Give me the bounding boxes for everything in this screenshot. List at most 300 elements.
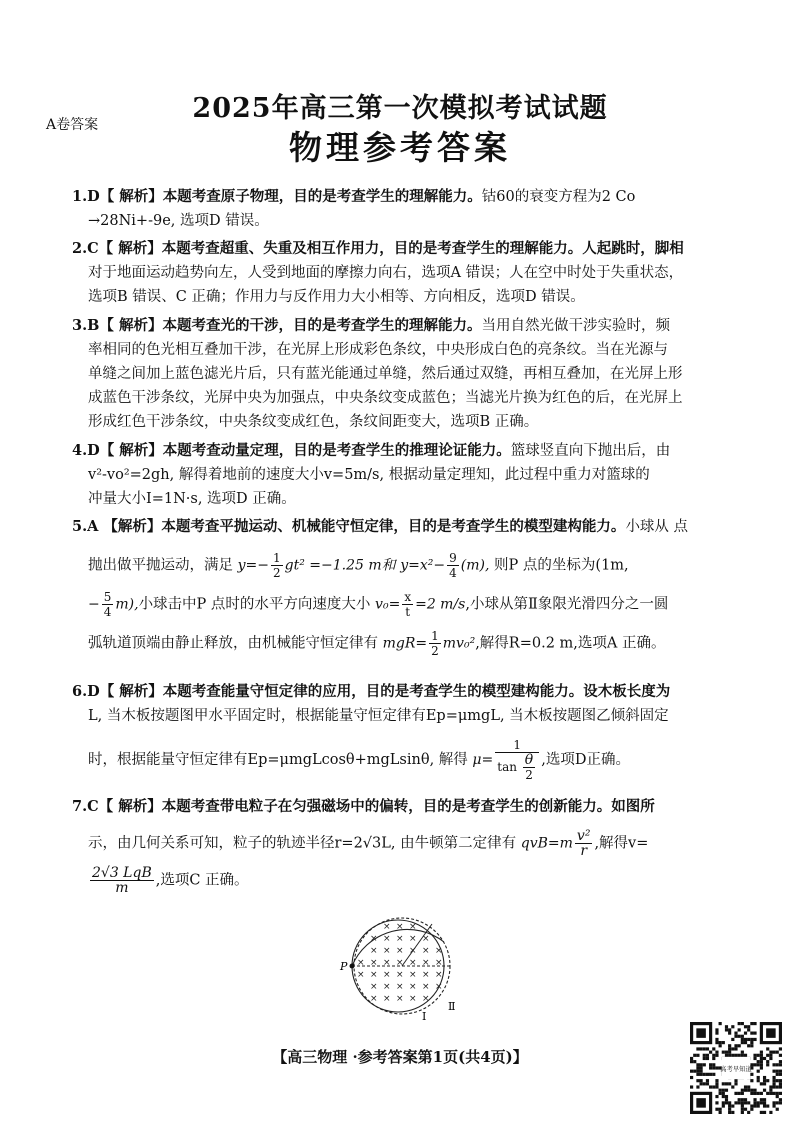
qr-module [757, 1054, 760, 1057]
field-mark: × [370, 970, 378, 980]
answer-4-line3: 冲量大小I=1N·s, 选项D 正确。 [88, 491, 296, 507]
qr-module [728, 1028, 731, 1031]
qr-module [712, 1057, 715, 1060]
qr-module [760, 1101, 763, 1104]
qr-module [741, 1098, 744, 1101]
fraction: $\frac{1}{2}$ [431, 629, 439, 658]
qr-module [744, 1025, 747, 1028]
field-mark: × [422, 946, 430, 956]
qr-module [757, 1104, 760, 1107]
qr-module [700, 1079, 703, 1082]
qr-module [747, 1111, 750, 1114]
qr-module [700, 1047, 703, 1050]
fraction: $\frac{\text{2√3 LqB}}{m}$ [92, 865, 152, 896]
qr-module [757, 1076, 760, 1079]
answer-6-line3: 时，根据能量守恒定律有Ep=μmgLcosθ+mgLsinθ, 解得 μ= 1 tan $\frac{\theta}{2}$ ,选项D正确。 [88, 738, 630, 782]
fraction: 1 tan $\frac{\theta}{2}$ [495, 738, 539, 782]
region-2-label: Ⅱ [448, 1000, 456, 1013]
qr-module [747, 1028, 750, 1031]
qr-module [776, 1085, 779, 1088]
qr-module [731, 1104, 734, 1107]
qr-module [763, 1098, 766, 1101]
qr-module [750, 1044, 753, 1047]
qr-module [719, 1022, 722, 1025]
page-subtitle: 物理参考答案 [289, 128, 511, 167]
qr-module [741, 1038, 744, 1041]
qr-module [734, 1035, 737, 1038]
qr-module [779, 1098, 782, 1101]
qr-module [763, 1076, 766, 1079]
qr-module [700, 1082, 703, 1085]
qr-module [696, 1079, 699, 1082]
qr-module [772, 1104, 775, 1107]
qr-module [779, 1060, 782, 1063]
field-mark: × [370, 982, 378, 992]
qr-module [712, 1054, 715, 1057]
qr-module [741, 1041, 744, 1044]
qr-module [725, 1054, 728, 1057]
qr-module [744, 1108, 747, 1111]
field-mark: × [409, 934, 417, 944]
qr-module [741, 1054, 744, 1057]
qr-module [750, 1038, 753, 1041]
qr-module [757, 1101, 760, 1104]
field-mark: × [383, 958, 391, 968]
qr-module [712, 1047, 715, 1050]
qr-module [769, 1054, 772, 1057]
qr-module [700, 1063, 703, 1066]
qr-module [741, 1092, 744, 1095]
qr-module [693, 1054, 696, 1057]
qr-module [728, 1044, 731, 1047]
qr-module [731, 1047, 734, 1050]
field-mark: × [422, 970, 430, 980]
qr-module [738, 1044, 741, 1047]
qr-module [738, 1054, 741, 1057]
qr-module [776, 1063, 779, 1066]
qr-module [779, 1082, 782, 1085]
answer-4 [72, 439, 730, 511]
qr-module [722, 1089, 725, 1092]
qr-module [741, 1089, 744, 1092]
qr-module [760, 1060, 763, 1063]
qr-module [728, 1047, 731, 1050]
field-mark: × [435, 946, 443, 956]
qr-module [712, 1063, 715, 1066]
qr-module [700, 1070, 703, 1073]
field-mark: × [357, 958, 365, 968]
qr-module [722, 1095, 725, 1098]
qr-module [696, 1073, 699, 1076]
field-mark: × [370, 994, 378, 1004]
qr-module [772, 1063, 775, 1066]
qr-module [719, 1041, 722, 1044]
qr-module [703, 1082, 706, 1085]
qr-module [776, 1073, 779, 1076]
qr-module [709, 1063, 712, 1066]
qr-module [753, 1063, 756, 1066]
qr-module [769, 1092, 772, 1095]
field-mark: × [396, 994, 404, 1004]
qr-module [776, 1108, 779, 1111]
answer-3-line5: 形成红色干涉条纹，中央条纹变成红色，条纹间距变大，选项B 正确。 [88, 414, 539, 430]
qr-module [715, 1041, 718, 1044]
qr-module [706, 1057, 709, 1060]
qr-module [738, 1092, 741, 1095]
page-footer: 【高三物理 ·参考答案第1页(共4页)】 [272, 1048, 528, 1066]
answer-5-line2: 抛出做平抛运动，满足 y=− $\frac{1}{2}$ gt² =−1.25 m和 y=x²− $\frac{9}{4}$ (m), 则P 点的坐标为(1m, [88, 551, 629, 580]
fraction: $\frac{9}{4}$ [449, 551, 457, 580]
qr-module [763, 1104, 766, 1107]
qr-module [725, 1082, 728, 1085]
qr-module [769, 1089, 772, 1092]
qr-module [703, 1073, 706, 1076]
field-mark: × [396, 970, 404, 980]
qr-module [738, 1098, 741, 1101]
qr-module [750, 1108, 753, 1111]
qr-module [738, 1101, 741, 1104]
field-mark: × [383, 982, 391, 992]
field-mark: × [357, 970, 365, 980]
fraction: $\frac{x}{t}$ [404, 590, 412, 619]
qr-module [722, 1092, 725, 1095]
qr-module [741, 1022, 744, 1025]
qr-module [709, 1051, 712, 1054]
answer-2 [72, 237, 730, 309]
qr-module [722, 1082, 725, 1085]
qr-module [734, 1047, 737, 1050]
qr-module [722, 1051, 725, 1054]
qr-module [753, 1038, 756, 1041]
qr-module [725, 1089, 728, 1092]
field-mark: × [383, 946, 391, 956]
qr-module [725, 1051, 728, 1054]
qr-module [753, 1092, 756, 1095]
qr-module [779, 1047, 782, 1050]
qr-module [715, 1085, 718, 1088]
qr-module [744, 1038, 747, 1041]
qr-module [731, 1085, 734, 1088]
field-mark: × [409, 994, 417, 1004]
qr-module [776, 1092, 779, 1095]
qr-module [747, 1089, 750, 1092]
qr-module [709, 1073, 712, 1076]
answer-3-lead: 3.B【 解析】本题考查光的干涉，目的是考查学生的理解能力。 [72, 317, 482, 334]
qr-module [779, 1085, 782, 1088]
qr-module [750, 1041, 753, 1044]
qr-module [703, 1063, 706, 1066]
qr-module [760, 1063, 763, 1066]
answer-3-line2: 率相同的色光相互叠加干涉，在光屏上形成彩色条纹，中央形成白色的亮条纹。当在光源与 [88, 342, 668, 358]
qr-module [703, 1057, 706, 1060]
qr-module [753, 1104, 756, 1107]
qr-module [741, 1035, 744, 1038]
qr-module [753, 1054, 756, 1057]
field-mark: × [409, 958, 417, 968]
qr-caption: 高考早知道 [720, 1066, 752, 1074]
qr-module [706, 1079, 709, 1082]
qr-module [766, 1092, 769, 1095]
qr-module [776, 1101, 779, 1104]
qr-module [706, 1073, 709, 1076]
field-mark: × [409, 946, 417, 956]
qr-module [734, 1079, 737, 1082]
qr-module [715, 1108, 718, 1111]
field-mark: × [370, 934, 378, 944]
qr-module [731, 1038, 734, 1041]
fraction: $\frac{\text{v²}}{r}$ [576, 828, 591, 859]
field-mark: × [383, 922, 391, 932]
answer-1 [72, 185, 730, 233]
qr-module [757, 1092, 760, 1095]
qr-module [763, 1082, 766, 1085]
qr-module [744, 1089, 747, 1092]
qr-module [769, 1051, 772, 1054]
qr-module [709, 1085, 712, 1088]
qr-module [772, 1076, 775, 1079]
answer-6-line2: L, 当木板按题图甲水平固定时，根据能量守恒定律有Ep=μmgL, 当木板按题图乙倾斜固定 [88, 708, 669, 724]
qr-module [760, 1051, 763, 1054]
qr-module [734, 1054, 737, 1057]
qr-module [744, 1085, 747, 1088]
field-mark: × [422, 934, 430, 944]
qr-module [731, 1054, 734, 1057]
qr-module [715, 1095, 718, 1098]
answer-5-line3: − $\frac{5}{4}$ m),小球击中P 点时的水平方向速度大小 v₀= $\frac{x}{t}$ =2 m/s,小球从第Ⅱ象限光滑四分之一圆 [88, 590, 669, 619]
answer-1-line2: →28Ni+-9e, 选项D 错误。 [88, 213, 269, 229]
qr-module [690, 1057, 693, 1060]
qr-module [747, 1038, 750, 1041]
field-mark: × [383, 934, 391, 944]
qr-module [750, 1092, 753, 1095]
qr-module [696, 1066, 699, 1069]
field-mark: × [422, 994, 430, 1004]
answer-4-text: 篮球竖直向下抛出后，由 [510, 443, 671, 459]
qr-module [772, 1092, 775, 1095]
qr-module [719, 1092, 722, 1095]
qr-module [747, 1101, 750, 1104]
qr-module [779, 1054, 782, 1057]
qr-module [722, 1101, 725, 1104]
qr-module [766, 1104, 769, 1107]
qr-module [728, 1032, 731, 1035]
qr-module [696, 1063, 699, 1066]
qr-module [719, 1044, 722, 1047]
field-mark: × [409, 922, 417, 932]
qr-module [696, 1098, 706, 1108]
qr-module [719, 1111, 722, 1114]
qr-module [750, 1032, 753, 1035]
qr-module [722, 1041, 725, 1044]
qr-module [779, 1073, 782, 1076]
qr-module [760, 1092, 763, 1095]
page-title: 2025年高三第一次模拟考试试题 [192, 93, 608, 124]
qr-module [766, 1060, 769, 1063]
region-1-label: Ⅰ [422, 1010, 427, 1023]
field-mark: × [435, 982, 443, 992]
qr-module [728, 1054, 731, 1057]
qr-module [763, 1111, 766, 1114]
qr-module [757, 1060, 760, 1063]
qr-module [690, 1070, 693, 1073]
answer-5-lead: 5.A 【解析】本题考查平抛运动、机械能守恒定律，目的是考查学生的模型建构能力。 [72, 518, 626, 535]
qr-module [763, 1089, 766, 1092]
qr-module [769, 1111, 772, 1114]
qr-module [690, 1060, 693, 1063]
qr-module [712, 1066, 715, 1069]
qr-module [728, 1108, 731, 1111]
qr-module [731, 1111, 734, 1114]
answer-3-line4: 成蓝色干涉条纹，光屏中央为加强点，中央条纹变成蓝色；当滤光片换为红色的后，在光屏上 [88, 390, 683, 406]
qr-module [715, 1054, 718, 1057]
qr-module [750, 1073, 753, 1076]
qr-module [763, 1079, 766, 1082]
qr-module [744, 1041, 747, 1044]
qr-module [725, 1028, 728, 1031]
qr-module [700, 1066, 703, 1069]
qr-module [744, 1101, 747, 1104]
qr-module [738, 1022, 741, 1025]
qr-module [766, 1047, 769, 1050]
fraction: $\frac{1}{2}$ [272, 551, 281, 580]
qr-module [747, 1044, 750, 1047]
qr-module [734, 1101, 737, 1104]
qr-module [760, 1111, 763, 1114]
qr-module [706, 1047, 709, 1050]
qr-module [715, 1032, 718, 1035]
qr-module [747, 1025, 750, 1028]
field-mark: × [409, 970, 417, 980]
field-mark: × [396, 958, 404, 968]
qr-module [706, 1054, 709, 1057]
qr-module [731, 1025, 734, 1028]
qr-module [757, 1063, 760, 1066]
answer-5 [72, 515, 730, 658]
qr-module [763, 1101, 766, 1104]
qr-module [750, 1022, 753, 1025]
field-mark: × [396, 982, 404, 992]
answer-4-line2: v²-vo²=2gh, 解得着地前的速度大小v=5m/s, 根据动量定理知，此过程中重力对篮球的 [88, 467, 650, 483]
qr-module [772, 1101, 775, 1104]
qr-module [741, 1111, 744, 1114]
magnetic-field-figure [336, 912, 468, 1024]
qr-module [760, 1098, 763, 1101]
qr-module [772, 1079, 775, 1082]
qr-module [715, 1101, 718, 1104]
qr-module [776, 1095, 779, 1098]
qr-module [728, 1104, 731, 1107]
qr-module [709, 1066, 712, 1069]
qr-module [703, 1054, 706, 1057]
qr-module [747, 1085, 750, 1088]
qr-module [769, 1085, 772, 1088]
qr-module [734, 1092, 737, 1095]
field-mark: × [422, 958, 430, 968]
qr-module [772, 1082, 775, 1085]
qr-module [725, 1025, 728, 1028]
fraction: $\frac{5}{4}$ [103, 590, 112, 619]
answer-7 [72, 795, 730, 895]
answer-1-text: 钴60的衰变方程为2 Co [481, 189, 636, 205]
field-mark: × [370, 958, 378, 968]
field-mark: × [396, 946, 404, 956]
answer-7-line3: $\frac{\text{2√3 LqB}}{m}$ ,选项C 正确。 [92, 865, 249, 896]
answer-5-text: 小球从 点 [625, 519, 689, 535]
qr-module [741, 1101, 744, 1104]
field-mark: × [396, 934, 404, 944]
qr-code [690, 1022, 782, 1114]
qr-module [779, 1070, 782, 1073]
field-mark: × [435, 970, 443, 980]
qr-module [712, 1085, 715, 1088]
qr-module [744, 1054, 747, 1057]
qr-module [766, 1028, 776, 1038]
qr-module [772, 1051, 775, 1054]
field-mark: × [370, 946, 378, 956]
answer-7-line2: 示，由几何关系可知，粒子的轨迹半径r=2√3L, 由牛顿第二定律有 qvB=m $\frac{\text{v²}}{r}$ ,解得v= [88, 828, 649, 859]
qr-module [696, 1028, 706, 1038]
qr-module [715, 1038, 718, 1041]
qr-module [728, 1051, 731, 1054]
qr-module [760, 1054, 763, 1057]
qr-module [772, 1085, 775, 1088]
field-mark: × [409, 982, 417, 992]
qr-module [693, 1070, 696, 1073]
qr-module [719, 1089, 722, 1092]
qr-module [738, 1028, 741, 1031]
qr-module [766, 1063, 769, 1066]
qr-module [696, 1070, 699, 1073]
qr-module [776, 1051, 779, 1054]
qr-module [776, 1070, 779, 1073]
qr-module [760, 1057, 763, 1060]
qr-module [753, 1101, 756, 1104]
qr-module [750, 1079, 753, 1082]
qr-module [703, 1047, 706, 1050]
qr-module [700, 1073, 703, 1076]
answer-7-lead: 7.C【 解析】本题考查带电粒子在匀强磁场中的偏转，目的是考查学生的创新能力。如图所 [72, 798, 655, 815]
qr-module [776, 1079, 779, 1082]
qr-module [728, 1082, 731, 1085]
qr-module [690, 1076, 693, 1079]
qr-module [766, 1054, 769, 1057]
answer-3-line3: 单缝之间加上蓝色滤光片后，只有蓝光能通过单缝，然后通过双缝，再相互叠加，在光屏上形 [88, 366, 683, 382]
qr-module [753, 1089, 756, 1092]
qr-module [750, 1089, 753, 1092]
qr-module [779, 1063, 782, 1066]
qr-module [693, 1060, 696, 1063]
field-mark: × [383, 994, 391, 1004]
qr-module [734, 1044, 737, 1047]
qr-module [779, 1092, 782, 1095]
qr-module [696, 1054, 699, 1057]
qr-module [715, 1079, 718, 1082]
qr-module [763, 1057, 766, 1060]
qr-module [753, 1032, 756, 1035]
answer-6 [72, 680, 730, 782]
answer-4-lead: 4.D【 解析】本题考查动量定理，目的是考查学生的推理论证能力。 [72, 442, 511, 459]
qr-module [706, 1082, 709, 1085]
qr-module [744, 1032, 747, 1035]
answer-2-line2: 对于地面运动趋势向左，人受到地面的摩擦力向右，选项A 错误；人在空中时处于失重状态， [88, 265, 684, 281]
answer-5-line4: 弧轨道顶端由静止释放，由机械能守恒定律有 mgR= $\frac{1}{2}$ mv₀²,解得R=0.2 m,选项A 正确。 [88, 629, 666, 658]
qr-module [779, 1101, 782, 1104]
field-mark: × [383, 970, 391, 980]
qr-module [738, 1035, 741, 1038]
qr-module [779, 1079, 782, 1082]
point-p [350, 964, 355, 969]
qr-module [712, 1073, 715, 1076]
